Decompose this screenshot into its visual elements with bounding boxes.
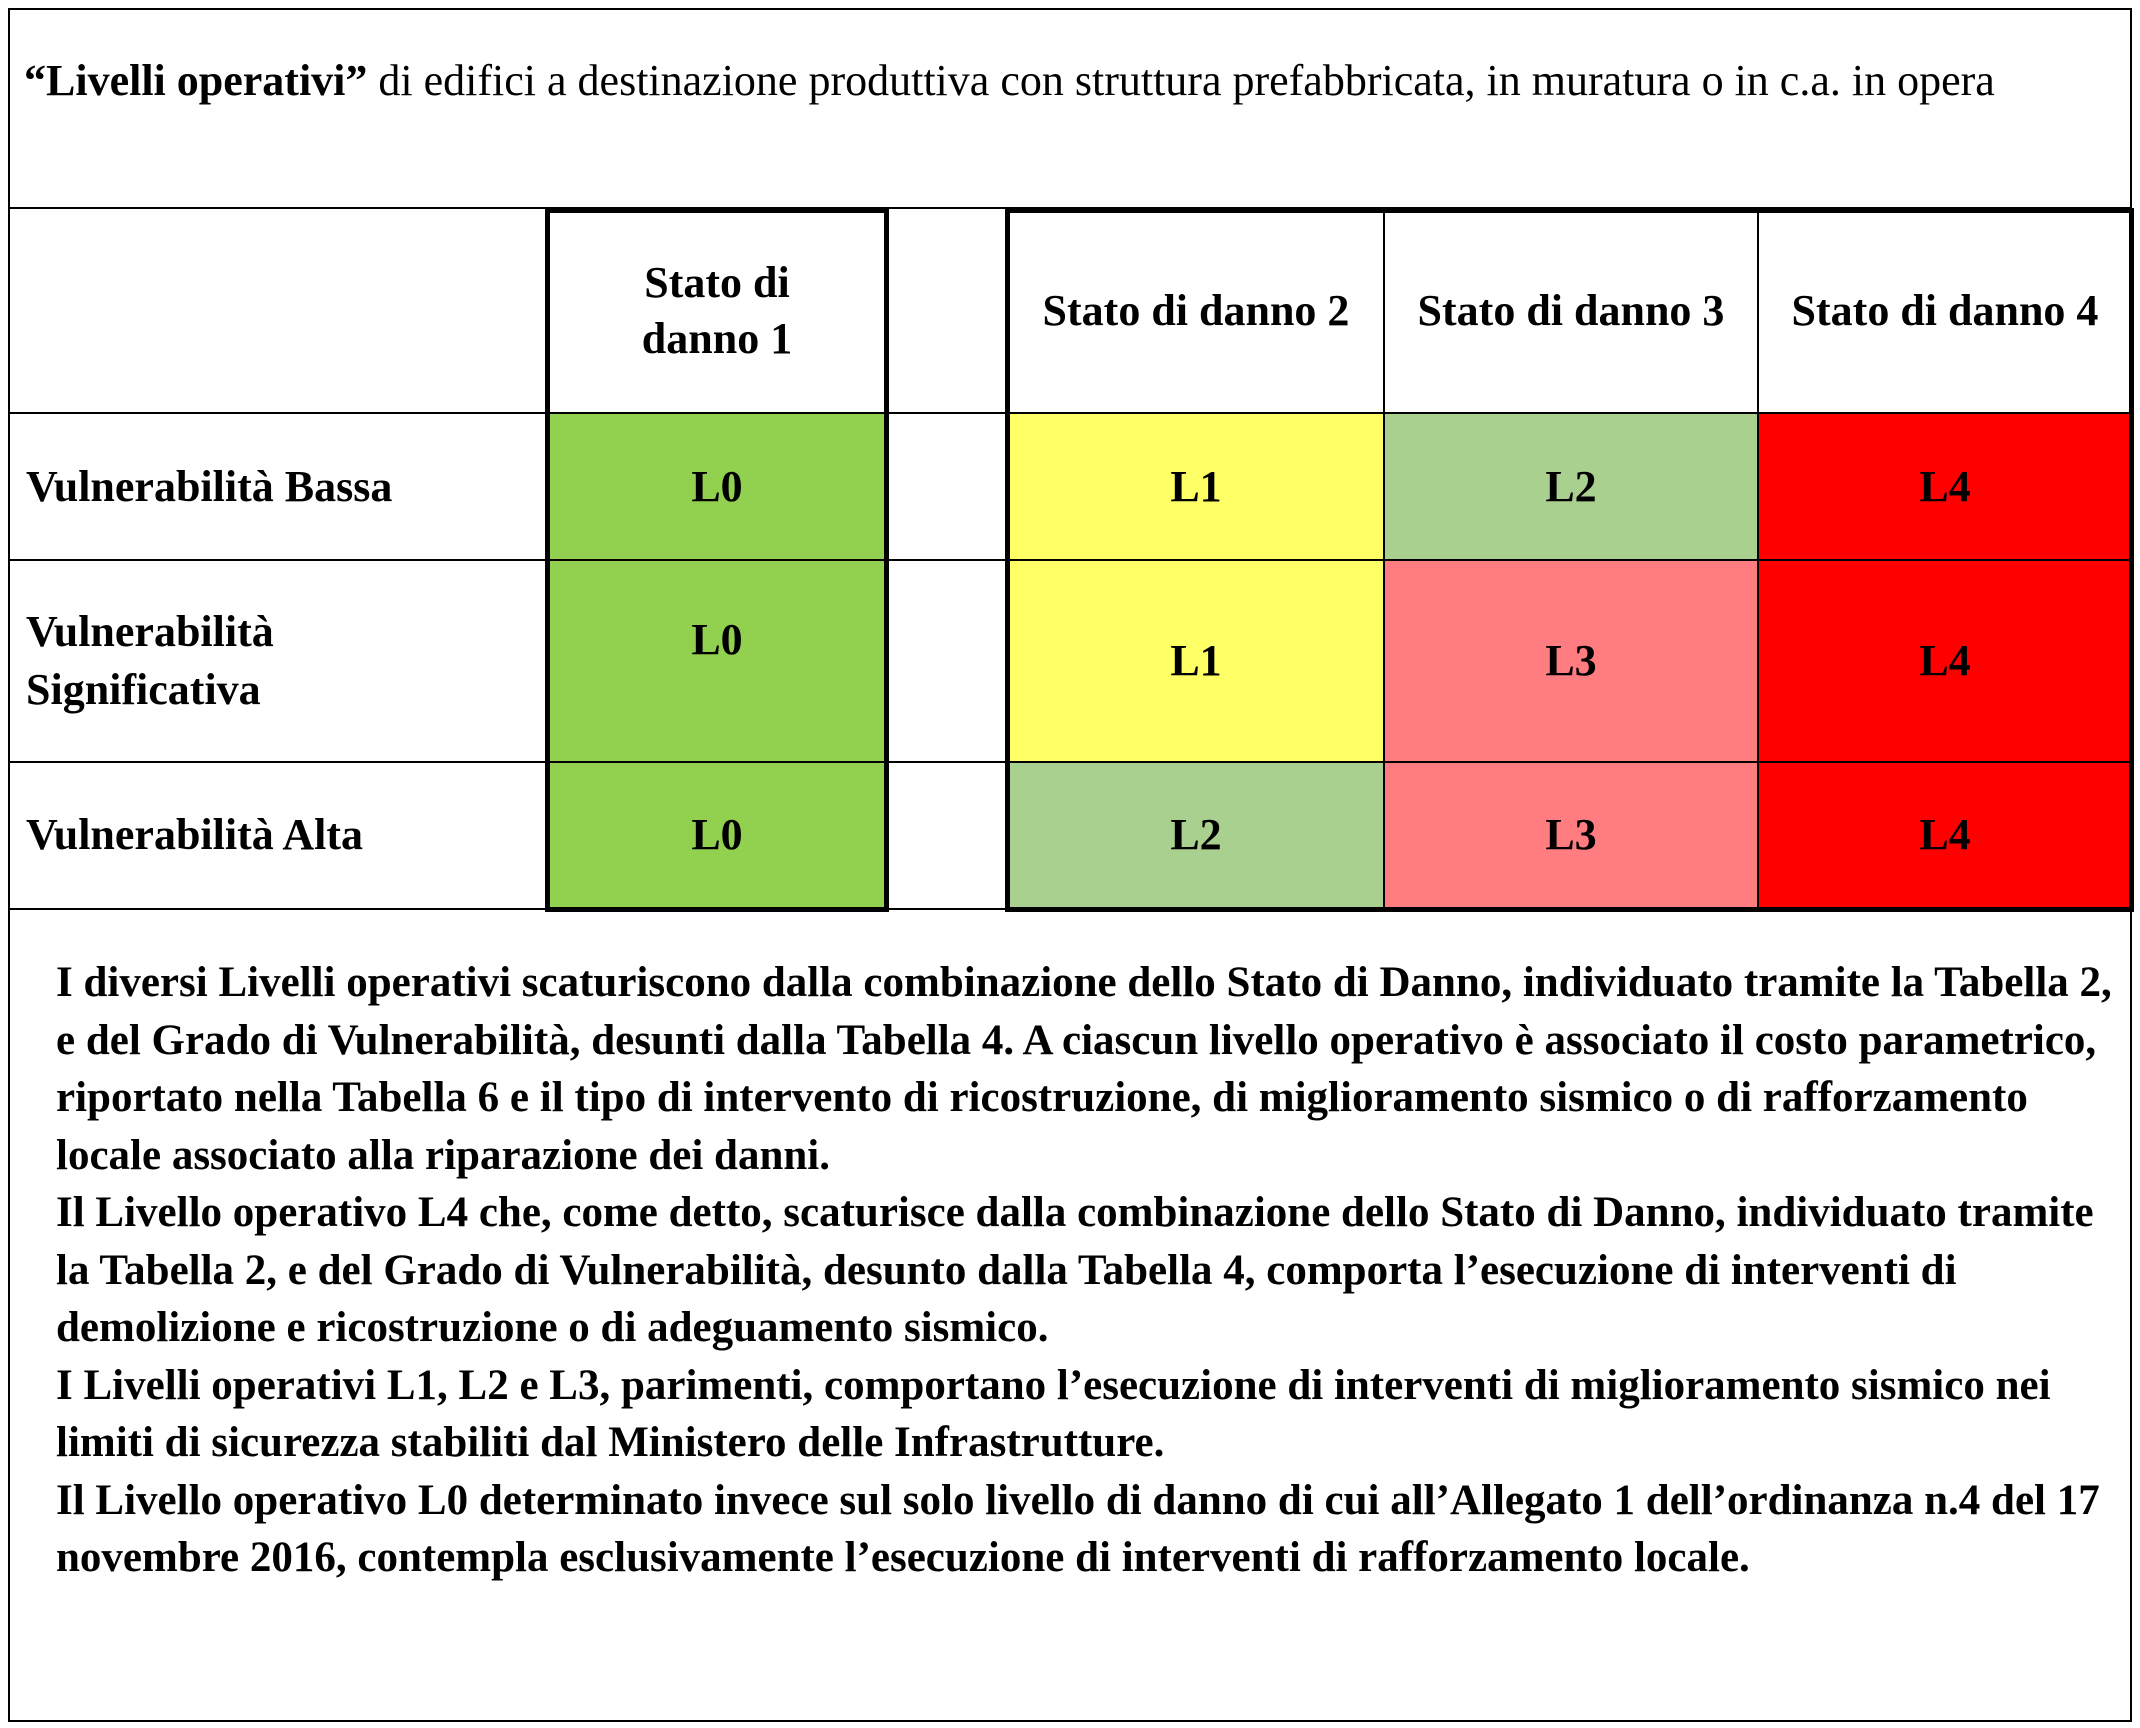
row-label-bassa: Vulnerabilità Bassa (26, 462, 393, 511)
note-paragraph: Il Livello operativo L4 che, come detto, scaturisce dalla combinazione dello Stato di Danno, individuato tramite la Tabella 2, e del Grado di Vulnerabilità, desunto dalla Tabella 4, comporta l’esecuzione di interventi di demolizione e ricostruzione o di adeguamento sismico. (56, 1189, 2094, 1351)
note-paragraph: I diversi Livelli operativi scaturiscono dalla combinazione dello Stato di Danno, individuato tramite la Tabella 2, e del Grado di Vulnerabilità, desunti dalla Tabella 4. A ciascun livello operativo è associato il costo parametrico, riportato nella Tabella 6 e il tipo di intervento di ricostruzione, di miglioramento sismico o di rafforzamento locale associato alla riparazione dei danni. (56, 959, 2112, 1179)
cell-alta-stato-4: L4 (1758, 762, 2132, 908)
notes-text (56, 954, 2116, 1587)
note-paragraph: I Livelli operativi L1, L2 e L3, parimenti, comportano l’esecuzione di interventi di miglioramento sismico nei limiti di sicurezza stabiliti dal Ministero delle Infrastrutture. (56, 1361, 2051, 1466)
cell-bassa-stato-4: L4 (1758, 414, 2132, 560)
group-border-stato-2-4 (1005, 208, 2134, 912)
header-stato-4: Stato di danno 4 (1791, 286, 2099, 335)
row-label-alta: Vulnerabilità Alta (26, 810, 363, 859)
cell-alta-stato-2: L2 (1008, 762, 1384, 908)
row-label-significativa: Vulnerabilità Significativa (26, 607, 274, 714)
cell-bassa-stato-1: L0 (548, 414, 886, 560)
cell-significativa-stato-1: L0 (548, 560, 886, 762)
cell-significativa-stato-4: L4 (1758, 560, 2132, 762)
header-stato-1: Stato di danno 1 (641, 258, 793, 363)
note-paragraph: Il Livello operativo L0 determinato invece sul solo livello di danno di cui all’Allegato 1 dell’ordinanza n.4 del 17 novembre 2016, contempla esclusivamente l’esecuzione di interventi di rafforzamento locale. (56, 1476, 2100, 1581)
group-border-stato-1 (545, 208, 889, 912)
cell-significativa-stato-2: L1 (1008, 560, 1384, 762)
cell-alta-stato-1: L0 (548, 762, 886, 908)
cell-bassa-stato-2: L1 (1008, 414, 1384, 560)
title-bold: “Livelli operativi” (24, 56, 368, 105)
title-rest: di edifici a destinazione produttiva con struttura prefabbricata, in muratura o in c.a. in opera (367, 56, 1995, 105)
table-title (24, 52, 2104, 110)
cell-alta-stato-3: L3 (1384, 762, 1758, 908)
cell-significativa-stato-3: L3 (1384, 560, 1758, 762)
header-stato-3: Stato di danno 3 (1417, 286, 1725, 335)
header-stato-2: Stato di danno 2 (1042, 286, 1350, 335)
cell-bassa-stato-3: L2 (1384, 414, 1758, 560)
